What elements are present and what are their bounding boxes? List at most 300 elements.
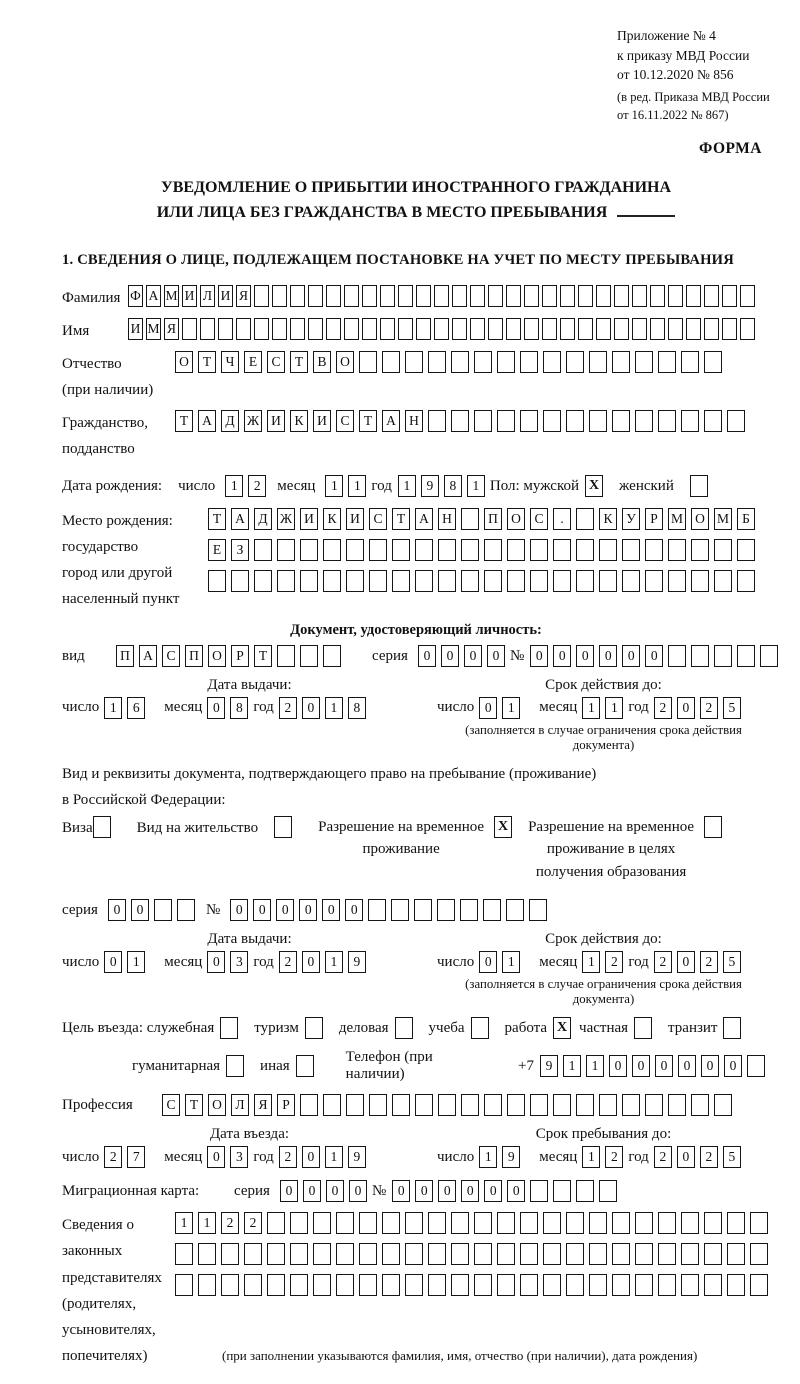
char-cell[interactable]: Т (175, 410, 193, 432)
char-cell[interactable]: 0 (677, 1146, 695, 1168)
char-cell[interactable] (599, 570, 617, 592)
char-cell[interactable]: 1 (467, 475, 485, 497)
char-cell[interactable] (737, 570, 755, 592)
char-cell[interactable] (668, 645, 686, 667)
char-cell[interactable] (300, 1094, 318, 1116)
char-cell[interactable] (632, 318, 647, 340)
char-cell[interactable] (691, 570, 709, 592)
char-cell[interactable]: 1 (127, 951, 145, 973)
char-cell[interactable]: Н (405, 410, 423, 432)
char-cell[interactable] (668, 570, 686, 592)
char-cell[interactable] (658, 351, 676, 373)
char-cell[interactable] (461, 570, 479, 592)
char-cell[interactable] (632, 285, 647, 307)
char-cell[interactable] (362, 285, 377, 307)
char-cell[interactable] (727, 1212, 745, 1234)
residence-permit-checkbox[interactable] (274, 816, 292, 838)
char-cell[interactable] (428, 1243, 446, 1265)
char-cell[interactable]: 0 (609, 1055, 627, 1077)
char-cell[interactable] (668, 1094, 686, 1116)
char-cell[interactable]: 2 (221, 1212, 239, 1234)
char-cell[interactable] (681, 410, 699, 432)
char-cell[interactable] (612, 351, 630, 373)
char-cell[interactable]: 0 (131, 899, 149, 921)
char-cell[interactable]: 0 (276, 899, 294, 921)
char-cell[interactable] (497, 1243, 515, 1265)
char-cell[interactable] (392, 539, 410, 561)
char-cell[interactable] (369, 1094, 387, 1116)
char-cell[interactable]: 0 (345, 899, 363, 921)
char-cell[interactable] (461, 539, 479, 561)
char-cell[interactable] (405, 1243, 423, 1265)
char-cell[interactable] (461, 1094, 479, 1116)
char-cell[interactable] (530, 1094, 548, 1116)
char-cell[interactable] (437, 899, 455, 921)
char-cell[interactable] (359, 1243, 377, 1265)
char-cell[interactable] (308, 318, 323, 340)
char-cell[interactable] (272, 318, 287, 340)
char-cell[interactable]: П (185, 645, 203, 667)
char-cell[interactable] (254, 539, 272, 561)
char-cell[interactable] (596, 318, 611, 340)
char-cell[interactable]: Д (221, 410, 239, 432)
char-cell[interactable] (308, 285, 323, 307)
char-cell[interactable] (543, 1243, 561, 1265)
char-cell[interactable]: 1 (502, 697, 520, 719)
char-cell[interactable] (553, 570, 571, 592)
char-cell[interactable] (392, 1094, 410, 1116)
char-cell[interactable]: 2 (700, 1146, 718, 1168)
char-cell[interactable]: Т (254, 645, 272, 667)
char-cell[interactable] (415, 570, 433, 592)
char-cell[interactable] (359, 1274, 377, 1296)
char-cell[interactable]: 0 (724, 1055, 742, 1077)
char-cell[interactable] (359, 1212, 377, 1234)
char-cell[interactable] (737, 645, 755, 667)
char-cell[interactable]: Я (254, 1094, 272, 1116)
char-cell[interactable] (507, 1094, 525, 1116)
char-cell[interactable] (612, 410, 630, 432)
char-cell[interactable]: М (714, 508, 732, 530)
char-cell[interactable]: 1 (325, 1146, 343, 1168)
char-cell[interactable]: О (208, 1094, 226, 1116)
char-cell[interactable] (474, 1243, 492, 1265)
temp-permit-edu-checkbox[interactable] (704, 816, 722, 838)
char-cell[interactable]: 1 (586, 1055, 604, 1077)
char-cell[interactable] (369, 539, 387, 561)
char-cell[interactable] (236, 318, 251, 340)
char-cell[interactable]: 0 (322, 899, 340, 921)
char-cell[interactable] (380, 318, 395, 340)
char-cell[interactable] (497, 1212, 515, 1234)
char-cell[interactable]: М (146, 318, 161, 340)
char-cell[interactable]: Б (737, 508, 755, 530)
char-cell[interactable] (380, 285, 395, 307)
char-cell[interactable] (391, 899, 409, 921)
char-cell[interactable] (507, 570, 525, 592)
char-cell[interactable] (326, 318, 341, 340)
char-cell[interactable]: Ф (128, 285, 143, 307)
char-cell[interactable] (488, 285, 503, 307)
char-cell[interactable]: 1 (325, 951, 343, 973)
char-cell[interactable]: 0 (299, 899, 317, 921)
char-cell[interactable] (524, 318, 539, 340)
char-cell[interactable]: Я (236, 285, 251, 307)
char-cell[interactable] (553, 1094, 571, 1116)
char-cell[interactable]: Т (198, 351, 216, 373)
char-cell[interactable]: 0 (599, 645, 617, 667)
char-cell[interactable] (497, 1274, 515, 1296)
char-cell[interactable] (300, 645, 318, 667)
char-cell[interactable] (267, 1274, 285, 1296)
char-cell[interactable] (529, 899, 547, 921)
char-cell[interactable] (645, 570, 663, 592)
char-cell[interactable]: С (162, 1094, 180, 1116)
char-cell[interactable] (686, 318, 701, 340)
char-cell[interactable] (326, 285, 341, 307)
char-cell[interactable] (578, 318, 593, 340)
char-cell[interactable] (560, 318, 575, 340)
char-cell[interactable]: Р (277, 1094, 295, 1116)
char-cell[interactable]: 3 (230, 1146, 248, 1168)
char-cell[interactable] (704, 1274, 722, 1296)
char-cell[interactable] (392, 570, 410, 592)
char-cell[interactable]: 0 (530, 645, 548, 667)
char-cell[interactable] (221, 1274, 239, 1296)
char-cell[interactable] (254, 570, 272, 592)
char-cell[interactable] (614, 318, 629, 340)
char-cell[interactable] (277, 570, 295, 592)
char-cell[interactable] (368, 899, 386, 921)
char-cell[interactable] (506, 899, 524, 921)
char-cell[interactable]: 5 (723, 1146, 741, 1168)
char-cell[interactable] (622, 539, 640, 561)
char-cell[interactable] (506, 318, 521, 340)
char-cell[interactable]: Т (208, 508, 226, 530)
char-cell[interactable] (231, 570, 249, 592)
char-cell[interactable] (566, 1212, 584, 1234)
char-cell[interactable]: 1 (605, 697, 623, 719)
char-cell[interactable] (488, 318, 503, 340)
char-cell[interactable]: 0 (253, 899, 271, 921)
char-cell[interactable] (405, 351, 423, 373)
char-cell[interactable] (542, 318, 557, 340)
char-cell[interactable] (566, 1274, 584, 1296)
char-cell[interactable]: 2 (605, 951, 623, 973)
char-cell[interactable] (267, 1243, 285, 1265)
char-cell[interactable]: Л (200, 285, 215, 307)
char-cell[interactable]: 0 (655, 1055, 673, 1077)
char-cell[interactable] (434, 318, 449, 340)
char-cell[interactable] (737, 539, 755, 561)
char-cell[interactable]: 0 (302, 951, 320, 973)
char-cell[interactable]: Т (359, 410, 377, 432)
char-cell[interactable] (599, 1094, 617, 1116)
char-cell[interactable]: 0 (280, 1180, 298, 1202)
char-cell[interactable] (415, 539, 433, 561)
char-cell[interactable] (727, 1274, 745, 1296)
tourism-checkbox[interactable] (305, 1017, 323, 1039)
char-cell[interactable]: Н (438, 508, 456, 530)
char-cell[interactable]: К (599, 508, 617, 530)
study-checkbox[interactable] (471, 1017, 489, 1039)
char-cell[interactable]: 2 (654, 697, 672, 719)
char-cell[interactable] (428, 410, 446, 432)
char-cell[interactable]: Л (231, 1094, 249, 1116)
char-cell[interactable] (290, 285, 305, 307)
char-cell[interactable]: О (175, 351, 193, 373)
char-cell[interactable]: С (336, 410, 354, 432)
char-cell[interactable] (727, 410, 745, 432)
char-cell[interactable]: 0 (487, 645, 505, 667)
char-cell[interactable] (596, 285, 611, 307)
char-cell[interactable] (290, 1243, 308, 1265)
char-cell[interactable] (520, 1274, 538, 1296)
char-cell[interactable] (686, 285, 701, 307)
char-cell[interactable] (543, 1212, 561, 1234)
char-cell[interactable]: 1 (104, 697, 122, 719)
char-cell[interactable]: 1 (348, 475, 366, 497)
char-cell[interactable]: 0 (392, 1180, 410, 1202)
char-cell[interactable] (589, 1274, 607, 1296)
char-cell[interactable] (668, 285, 683, 307)
char-cell[interactable]: 1 (479, 1146, 497, 1168)
char-cell[interactable] (438, 570, 456, 592)
char-cell[interactable]: 2 (248, 475, 266, 497)
char-cell[interactable] (704, 410, 722, 432)
char-cell[interactable]: Ч (221, 351, 239, 373)
char-cell[interactable]: 0 (418, 645, 436, 667)
char-cell[interactable]: 0 (622, 645, 640, 667)
char-cell[interactable]: 0 (632, 1055, 650, 1077)
char-cell[interactable]: И (182, 285, 197, 307)
char-cell[interactable] (451, 351, 469, 373)
char-cell[interactable]: М (668, 508, 686, 530)
char-cell[interactable]: И (267, 410, 285, 432)
char-cell[interactable] (576, 1180, 594, 1202)
char-cell[interactable]: 0 (349, 1180, 367, 1202)
visa-checkbox[interactable] (93, 816, 111, 838)
char-cell[interactable]: И (346, 508, 364, 530)
char-cell[interactable] (438, 539, 456, 561)
char-cell[interactable]: О (208, 645, 226, 667)
char-cell[interactable]: А (382, 410, 400, 432)
char-cell[interactable] (198, 1243, 216, 1265)
char-cell[interactable] (714, 539, 732, 561)
char-cell[interactable] (359, 351, 377, 373)
char-cell[interactable] (622, 1094, 640, 1116)
char-cell[interactable] (635, 351, 653, 373)
char-cell[interactable] (635, 410, 653, 432)
char-cell[interactable]: 2 (104, 1146, 122, 1168)
char-cell[interactable]: . (553, 508, 571, 530)
char-cell[interactable]: 0 (678, 1055, 696, 1077)
char-cell[interactable]: 0 (415, 1180, 433, 1202)
char-cell[interactable] (434, 285, 449, 307)
char-cell[interactable] (645, 539, 663, 561)
char-cell[interactable] (451, 1212, 469, 1234)
char-cell[interactable] (668, 539, 686, 561)
char-cell[interactable] (290, 1274, 308, 1296)
char-cell[interactable] (576, 539, 594, 561)
char-cell[interactable] (612, 1274, 630, 1296)
char-cell[interactable] (578, 285, 593, 307)
char-cell[interactable] (635, 1243, 653, 1265)
char-cell[interactable] (507, 539, 525, 561)
char-cell[interactable] (175, 1274, 193, 1296)
char-cell[interactable]: 0 (507, 1180, 525, 1202)
char-cell[interactable] (200, 318, 215, 340)
work-checkbox[interactable]: X (553, 1017, 571, 1039)
char-cell[interactable] (691, 645, 709, 667)
char-cell[interactable] (681, 1212, 699, 1234)
char-cell[interactable] (542, 285, 557, 307)
char-cell[interactable] (750, 1212, 768, 1234)
char-cell[interactable] (658, 1243, 676, 1265)
char-cell[interactable]: 6 (127, 697, 145, 719)
male-checkbox[interactable]: X (585, 475, 603, 497)
char-cell[interactable]: Р (645, 508, 663, 530)
char-cell[interactable]: Т (185, 1094, 203, 1116)
char-cell[interactable] (520, 410, 538, 432)
char-cell[interactable] (414, 899, 432, 921)
char-cell[interactable] (576, 508, 594, 530)
char-cell[interactable]: 2 (279, 1146, 297, 1168)
char-cell[interactable]: 1 (225, 475, 243, 497)
char-cell[interactable] (722, 318, 737, 340)
char-cell[interactable] (727, 1243, 745, 1265)
char-cell[interactable] (681, 1243, 699, 1265)
char-cell[interactable]: 0 (677, 697, 695, 719)
char-cell[interactable] (645, 1094, 663, 1116)
char-cell[interactable] (470, 285, 485, 307)
char-cell[interactable] (198, 1274, 216, 1296)
char-cell[interactable]: 0 (207, 697, 225, 719)
char-cell[interactable]: О (691, 508, 709, 530)
char-cell[interactable]: 9 (348, 1146, 366, 1168)
char-cell[interactable] (182, 318, 197, 340)
char-cell[interactable]: 0 (303, 1180, 321, 1202)
char-cell[interactable] (691, 539, 709, 561)
char-cell[interactable] (714, 645, 732, 667)
char-cell[interactable] (346, 570, 364, 592)
char-cell[interactable] (313, 1212, 331, 1234)
char-cell[interactable]: А (139, 645, 157, 667)
other-checkbox[interactable] (296, 1055, 314, 1077)
char-cell[interactable] (177, 899, 195, 921)
char-cell[interactable] (254, 318, 269, 340)
char-cell[interactable]: 1 (582, 951, 600, 973)
char-cell[interactable] (428, 351, 446, 373)
char-cell[interactable] (520, 1212, 538, 1234)
char-cell[interactable]: И (313, 410, 331, 432)
char-cell[interactable] (650, 318, 665, 340)
char-cell[interactable] (524, 285, 539, 307)
char-cell[interactable]: 2 (279, 951, 297, 973)
char-cell[interactable] (704, 1243, 722, 1265)
char-cell[interactable] (750, 1274, 768, 1296)
char-cell[interactable]: 2 (700, 697, 718, 719)
char-cell[interactable] (530, 539, 548, 561)
char-cell[interactable] (313, 1274, 331, 1296)
char-cell[interactable] (272, 285, 287, 307)
char-cell[interactable] (704, 351, 722, 373)
char-cell[interactable]: К (323, 508, 341, 530)
char-cell[interactable] (416, 318, 431, 340)
char-cell[interactable]: 1 (325, 697, 343, 719)
char-cell[interactable]: П (116, 645, 134, 667)
char-cell[interactable] (484, 1094, 502, 1116)
char-cell[interactable] (589, 1243, 607, 1265)
char-cell[interactable] (336, 1274, 354, 1296)
char-cell[interactable]: И (128, 318, 143, 340)
official-checkbox[interactable] (220, 1017, 238, 1039)
char-cell[interactable]: 8 (348, 697, 366, 719)
char-cell[interactable] (452, 318, 467, 340)
char-cell[interactable] (313, 1243, 331, 1265)
char-cell[interactable]: Е (208, 539, 226, 561)
char-cell[interactable] (474, 1274, 492, 1296)
char-cell[interactable] (300, 539, 318, 561)
char-cell[interactable]: 0 (553, 645, 571, 667)
char-cell[interactable] (668, 318, 683, 340)
char-cell[interactable] (277, 645, 295, 667)
char-cell[interactable] (346, 539, 364, 561)
char-cell[interactable] (323, 570, 341, 592)
char-cell[interactable] (740, 285, 755, 307)
char-cell[interactable] (398, 318, 413, 340)
char-cell[interactable] (382, 1212, 400, 1234)
char-cell[interactable] (553, 539, 571, 561)
char-cell[interactable]: 2 (279, 697, 297, 719)
char-cell[interactable] (344, 285, 359, 307)
char-cell[interactable]: 0 (302, 697, 320, 719)
char-cell[interactable] (323, 539, 341, 561)
char-cell[interactable] (344, 318, 359, 340)
char-cell[interactable]: 9 (540, 1055, 558, 1077)
char-cell[interactable] (428, 1274, 446, 1296)
char-cell[interactable]: З (231, 539, 249, 561)
char-cell[interactable] (470, 318, 485, 340)
char-cell[interactable]: С (267, 351, 285, 373)
char-cell[interactable] (474, 410, 492, 432)
char-cell[interactable] (323, 1094, 341, 1116)
char-cell[interactable] (483, 899, 501, 921)
char-cell[interactable]: 8 (230, 697, 248, 719)
char-cell[interactable]: М (164, 285, 179, 307)
char-cell[interactable] (612, 1212, 630, 1234)
char-cell[interactable] (290, 318, 305, 340)
char-cell[interactable] (254, 285, 269, 307)
char-cell[interactable]: Т (392, 508, 410, 530)
private-checkbox[interactable] (634, 1017, 652, 1039)
char-cell[interactable] (543, 351, 561, 373)
char-cell[interactable]: 0 (207, 1146, 225, 1168)
char-cell[interactable] (290, 1212, 308, 1234)
char-cell[interactable] (576, 1094, 594, 1116)
char-cell[interactable]: О (507, 508, 525, 530)
char-cell[interactable] (566, 351, 584, 373)
char-cell[interactable] (154, 899, 172, 921)
char-cell[interactable] (747, 1055, 765, 1077)
char-cell[interactable] (175, 1243, 193, 1265)
char-cell[interactable]: 7 (127, 1146, 145, 1168)
char-cell[interactable]: 0 (645, 645, 663, 667)
char-cell[interactable] (589, 351, 607, 373)
char-cell[interactable] (474, 1212, 492, 1234)
char-cell[interactable]: 0 (479, 951, 497, 973)
char-cell[interactable]: Е (244, 351, 262, 373)
